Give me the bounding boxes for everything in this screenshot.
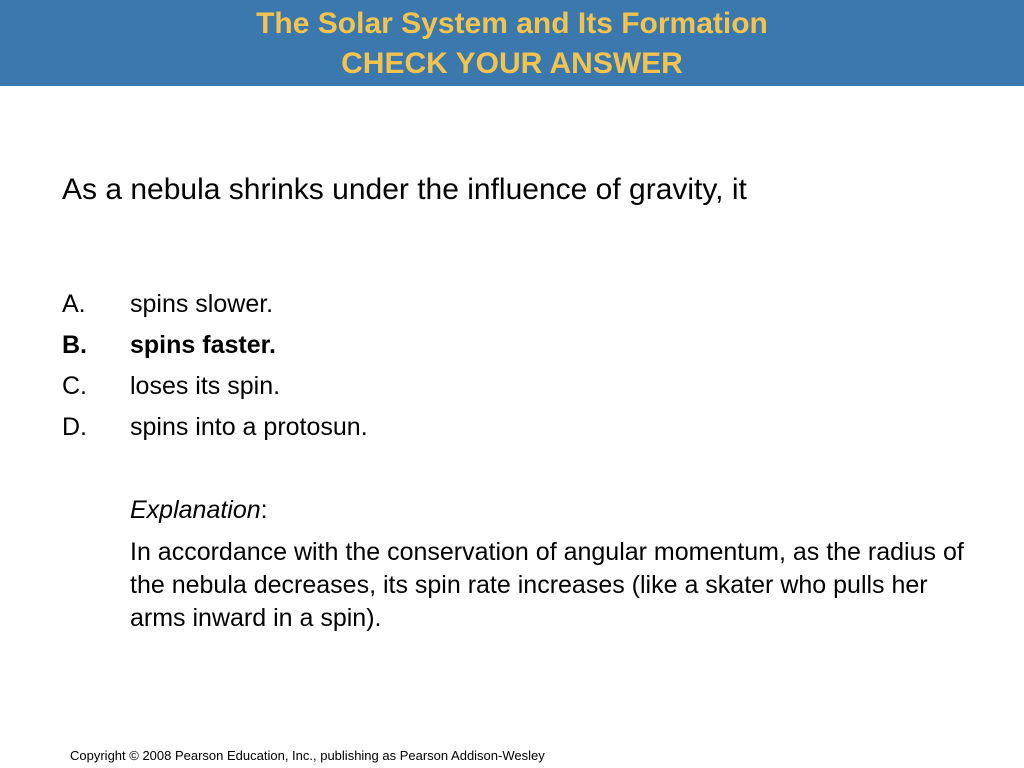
option-c — [62, 370, 962, 411]
question-text: As a nebula shrinks under the influence of gravity, it — [62, 173, 747, 206]
option-d — [62, 411, 962, 452]
option-text: spins slower. — [130, 290, 274, 318]
option-text: spins faster. — [130, 331, 276, 359]
explanation-text: In accordance with the conservation of angular momentum, as the radius of the nebula decreases, its spin rate increases (like a skater who pulls her arms inward in a spin). — [130, 538, 964, 632]
copyright-notice: Copyright © 2008 Pearson Education, Inc., publishing as Pearson Addison-Wesley — [70, 748, 545, 763]
slide-subtitle: CHECK YOUR ANSWER — [341, 47, 683, 80]
option-letter: D. — [62, 413, 87, 441]
option-letter: A. — [62, 290, 86, 318]
slide-title: The Solar System and Its Formation — [256, 7, 768, 40]
option-text: spins into a protosun. — [130, 413, 368, 441]
option-letter: C. — [62, 372, 87, 400]
option-letter: B. — [62, 331, 87, 359]
explanation-label: Explanation — [130, 496, 261, 524]
option-b-correct — [62, 329, 962, 370]
answer-options — [62, 288, 962, 452]
explanation-heading — [130, 494, 268, 526]
option-text: loses its spin. — [130, 372, 281, 400]
option-a — [62, 288, 962, 329]
explanation-colon: : — [260, 496, 268, 524]
header-bar — [0, 0, 1024, 86]
